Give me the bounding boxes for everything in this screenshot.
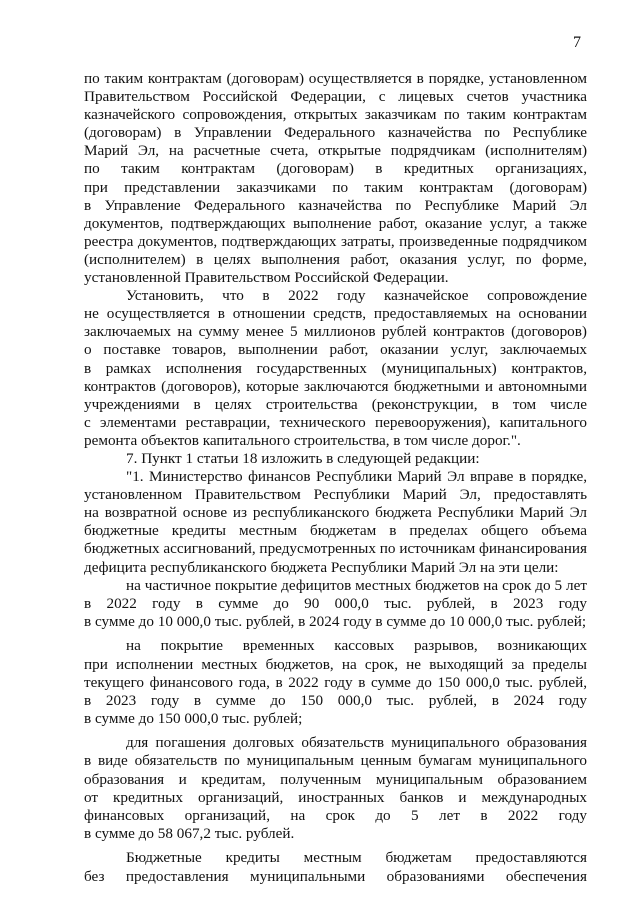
text-line: в Управление Федерального казначейства по Республике Марий Эл [84, 196, 587, 214]
text-line: заключаемых на сумму менее 5 миллионов рублей контрактов (договоров) [84, 323, 587, 341]
text-line: установленной Правительством Российской Федерации. [84, 269, 449, 287]
text-line: бюджетные кредиты местным бюджетам в пределах общего объема [84, 522, 587, 540]
page-number: 7 [573, 34, 581, 51]
text-line: (договорам) в Управлении Федерального казначейства по Республике [84, 124, 587, 142]
text-line: учреждениями в целях строительства (реконструкции, в том числе [84, 395, 587, 413]
text-line: текущего финансового года, в 2022 году в сумме до 150 000,0 тыс. рублей, [84, 673, 587, 691]
paragraph-6 [84, 637, 587, 727]
text-line: в рамках исполнения государственных (муниципальных) контрактов, [84, 359, 587, 377]
text-line: контрактов (договоров), которые заключаются бюджетными и автономными [84, 377, 587, 395]
text-line: (исполнителем) в целях выполнения работ, оказания услуг, по форме, [84, 250, 587, 268]
text-line: казначейского сопровождения, открытых заказчикам по таким контрактам [84, 106, 587, 124]
text-line: дефицита республиканского бюджета Республики Марий Эл на эти цели: [84, 558, 559, 576]
text-line: в сумме до 58 067,2 тыс. рублей. [84, 824, 295, 842]
text-line: при исполнении местных бюджетов, на срок, не выходящий за пределы [84, 655, 587, 673]
text-line: 7. Пункт 1 статьи 18 изложить в следующей редакции: [126, 449, 480, 467]
text-line: на возвратной основе из республиканского бюджета Республики Марий Эл [84, 504, 587, 522]
text-line: финансовых организаций, на срок до 5 лет в 2022 году [84, 806, 587, 824]
text-line: не осуществляется в отношении средств, предоставляемых на основании [84, 305, 587, 323]
text-line: для погашения долговых обязательств муниципального образования [126, 734, 587, 752]
document-body [84, 70, 587, 886]
paragraph-8 [84, 849, 587, 885]
text-line: Установить, что в 2022 году казначейское сопровождение [126, 287, 587, 305]
text-line: от кредитных организаций, иностранных банков и международных [84, 788, 587, 806]
text-line: в сумме до 150 000,0 тыс. рублей; [84, 709, 303, 727]
text-line: в 2022 году в сумме до 90 000,0 тыс. рублей, в 2023 году [84, 594, 587, 612]
text-line: при представлении заказчиками по таким контрактам (договорам) [84, 178, 587, 196]
paragraph-4 [84, 468, 587, 577]
text-line: в сумме до 10 000,0 тыс. рублей, в 2024 году в сумме до 10 000,0 тыс. рублей; [84, 612, 587, 630]
text-line: на покрытие временных кассовых разрывов, возникающих [126, 637, 587, 655]
text-line: образования и кредитам, полученным муниципальным образованием [84, 770, 587, 788]
text-line: в 2023 году в сумме до 150 000,0 тыс. рублей, в 2024 году [84, 691, 587, 709]
text-line: реестра документов, подтверждающих затраты, произведенные подрядчиком [84, 232, 587, 250]
text-line: о поставке товаров, выполнении работ, оказании услуг, заключаемых [84, 341, 587, 359]
text-line: по таким контрактам (договорам) осуществляется в порядке, установленном [84, 70, 587, 87]
text-line: установленном Правительством Республики Марий Эл, предоставлять [84, 486, 587, 504]
text-line: "1. Министерство финансов Республики Марий Эл вправе в порядке, [126, 468, 587, 486]
text-line: с элементами реставрации, технического перевооружения), капитального [84, 413, 587, 431]
paragraph-3 [84, 450, 587, 468]
text-line: бюджетных ассигнований, предусмотренных по источникам финансирования [84, 540, 587, 558]
text-line: Правительством Российской Федерации, с лицевых счетов участника [84, 88, 587, 106]
text-line: в виде обязательств по муниципальным ценным бумагам муниципального [84, 752, 587, 770]
text-line: Бюджетные кредиты местным бюджетам предоставляются [126, 849, 587, 867]
paragraph-5 [84, 577, 587, 631]
text-line: без предоставления муниципальными образованиями обеспечения [84, 867, 587, 885]
paragraph-2 [84, 287, 587, 450]
paragraph-1 [84, 70, 587, 287]
text-line: документов, подтверждающих выполнение работ, оказание услуг, а также [84, 214, 587, 232]
text-line: ремонта объектов капитального строительства, в том числе дорог.". [84, 431, 521, 449]
text-line: на частичное покрытие дефицитов местных бюджетов на срок до 5 лет [126, 576, 587, 594]
paragraph-7 [84, 734, 587, 843]
text-line: по таким контрактам (договорам) в кредитных организациях, [84, 160, 587, 178]
text-line: Марий Эл, на расчетные счета, открытые подрядчикам (исполнителям) [84, 142, 587, 160]
